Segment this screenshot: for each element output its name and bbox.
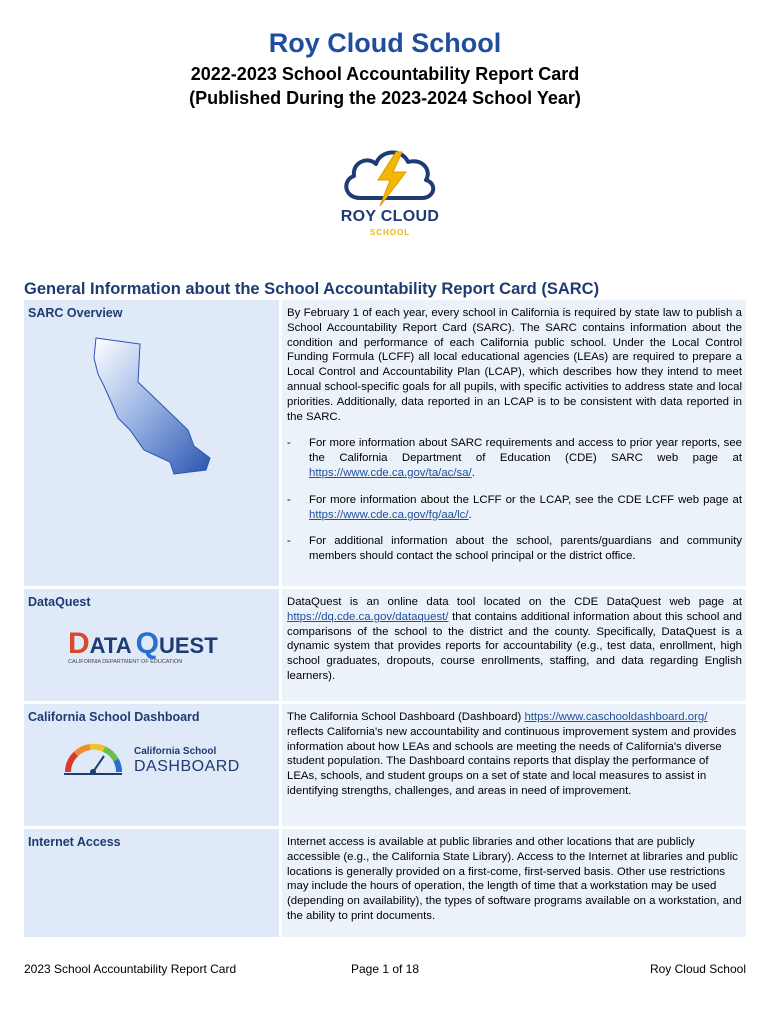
bullet-end: . [468,508,472,521]
row-label: SARC Overview [28,306,123,320]
published-subtitle: (Published During the 2023-2024 School Year) [189,88,581,108]
logo-text: ATA [89,633,132,658]
dashboard-logo-line1: California School [134,746,217,757]
row-label: DataQuest [28,595,91,609]
row-label: California School Dashboard [28,710,200,724]
bullet-text: For additional information about the school, parents/guardians and community members should contact the school principal or the district office. [309,535,742,563]
bullet-end: . [471,466,475,479]
row-content-cell [282,704,746,826]
dataquest-logo [68,627,218,665]
cloud-lightning-icon [330,140,450,210]
table-row [24,589,746,701]
logo-text: UEST [158,633,218,658]
bullet-dash: - [287,437,291,450]
row-label-cell [24,704,279,826]
lcff-web-link[interactable]: https://www.cde.ca.gov/fg/aa/lc/ [309,508,469,521]
gauge-icon [62,740,124,776]
dashboard-logo-line2: DASHBOARD [134,758,240,775]
report-subtitle: 2022-2023 School Accountability Report Card [190,64,580,84]
row-content-cell [282,829,746,937]
logo-sub: SCHOOL [369,228,411,237]
list-item [287,493,742,523]
content-text: that contains additional information about this school and comparisons of the school to the district and the county. Specifically, DataQuest is a dynamic system that provides reports for accountability (e.g., test data, enrollment, high school graduates, dropouts, course enrollments, staffing, and data regarding English learners). [287,610,742,682]
section-heading: General Information about the School Accountability Report Card (SARC) [24,280,600,298]
logo-letter: Q [135,627,159,660]
list-item [287,436,742,480]
school-logo [330,140,450,250]
sarc-intro: By February 1 of each year, every school in California is required by state law to publish a School Accountability Report Card (SARC). The SARC contains information about the condition and performance of each California public school. Under the Local Control Funding Formula (LCFF) all local educational agencies (LEAs) are required to prepare a Local Control and Accountability Plan (LCAP), which describes how they intend to meet annual school-specific goals for all pupils, with specific activities to address state and local priorities. Additionally, data reported in an LCAP is to be consistent with data reported in the SARC. [287,307,742,423]
content-text: reflects California's new accountability and continuous improvement system and provides information about how LEAs and schools are meeting the needs of California's diverse student population. The Dashboard contains reports that display the performance of LEAs, schools, and student groups on a set of state and local measures to assist in identifying strengths, challenges, and areas in need of improvement. [287,725,737,797]
table-row [24,829,746,937]
footer-left: 2023 School Accountability Report Card [24,962,237,976]
dashboard-link[interactable]: https://www.caschooldashboard.org/ [524,711,708,723]
sarc-info-table [24,300,746,940]
logo-name: ROY CLOUD [340,208,440,225]
row-content-cell [282,589,746,701]
content-text: Internet access is available at public libraries and other locations that are publicly accessible (e.g., the California State Library). Access to the Internet at libraries and public locations is generally provided on a first-come, first-served basis. Other use restrictions may include the hours of operation, the length of time that a workstation may be used (depending on availability), the types of software programs available on a workstation, and the ability to print documents. [287,836,742,922]
logo-letter: D [68,627,90,660]
page-title: Roy Cloud School [268,28,502,58]
california-map-icon [84,334,224,484]
row-label-cell [24,589,279,701]
page-number: Page 1 of 18 [350,962,420,976]
logo-caption: CALIFORNIA DEPARTMENT OF EDUCATION [68,659,183,665]
dataquest-link[interactable]: https://dq.cde.ca.gov/dataquest/ [287,610,449,623]
row-label-cell [24,829,279,937]
row-label: Internet Access [28,835,121,849]
sarc-web-link[interactable]: https://www.cde.ca.gov/ta/ac/sa/ [309,466,472,479]
table-row [24,300,746,586]
bullet-text: For more information about the LCFF or the LCAP, see the CDE LCFF web page at [309,493,742,506]
content-text: The California School Dashboard (Dashboard) [287,711,525,723]
content-text: DataQuest is an online data tool located on the CDE DataQuest web page at [287,596,742,608]
table-row [24,704,746,826]
footer-right: Roy Cloud School [649,962,746,976]
bullet-dash: - [287,535,291,548]
row-content-cell [282,300,746,586]
row-label-cell [24,300,279,586]
list-item [287,534,742,564]
bullet-text: For more information about SARC requirements and access to prior year reports, see the California Department of Education (CDE) SARC web page at [309,437,742,465]
bullet-dash: - [287,493,291,506]
